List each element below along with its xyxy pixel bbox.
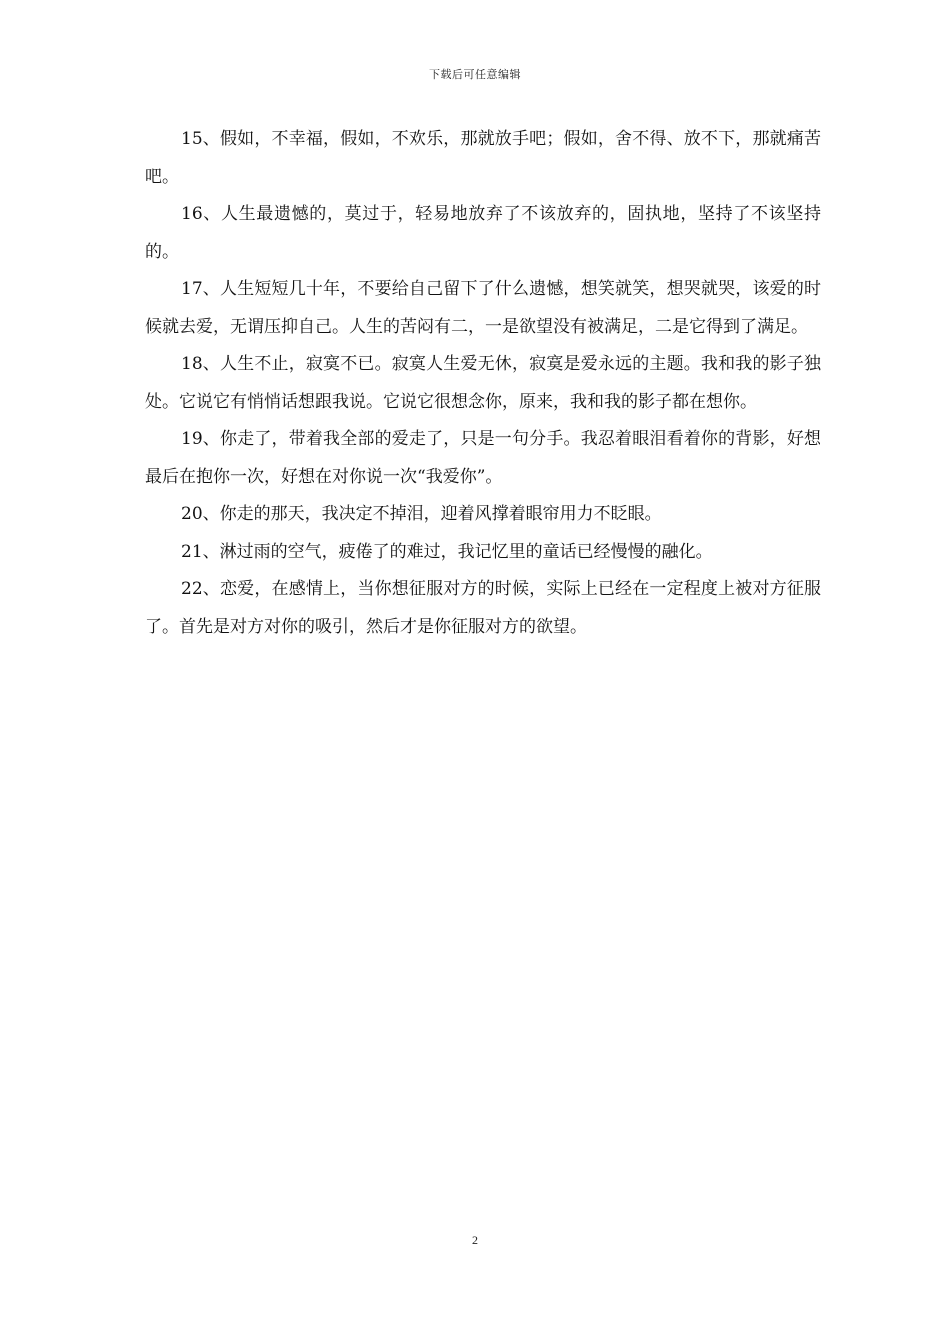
paragraph-15: 15、假如，不幸福，假如，不欢乐，那就放手吧；假如，舍不得、放不下，那就痛苦吧。 bbox=[145, 129, 821, 187]
document-body bbox=[145, 121, 821, 646]
page-header: 下载后可任意编辑 bbox=[429, 68, 521, 81]
paragraph-21: 21、淋过雨的空气，疲倦了的难过，我记忆里的童话已经慢慢的融化。 bbox=[181, 541, 713, 562]
paragraph-17: 17、人生短短几十年，不要给自己留下了什么遗憾，想笑就笑，想哭就哭，该爱的时候就去爱，无谓压抑自己。人生的苦闷有二，一是欲望没有被满足，二是它得到了满足。 bbox=[145, 279, 821, 337]
paragraph-20: 20、你走的那天，我决定不掉泪，迎着风撑着眼帘用力不眨眼。 bbox=[181, 504, 662, 524]
paragraph-22: 22、恋爱，在感情上，当你想征服对方的时候，实际上已经在一定程度上被对方征服了。首先是对方对你的吸引，然后才是你征服对方的欲望。 bbox=[145, 579, 821, 637]
paragraph-16: 16、人生最遗憾的，莫过于，轻易地放弃了不该放弃的，固执地，坚持了不该坚持的。 bbox=[145, 204, 821, 262]
paragraph-19: 19、你走了，带着我全部的爱走了，只是一句分手。我忍着眼泪看着你的背影，好想最后在抱你一次，好想在对你说一次“我爱你”。 bbox=[145, 429, 821, 487]
paragraph-18: 18、人生不止，寂寞不已。寂寞人生爱无休，寂寞是爱永远的主题。我和我的影子独处。它说它有悄悄话想跟我说。它说它很想念你，原来，我和我的影子都在想你。 bbox=[145, 354, 821, 412]
page-number: 2 bbox=[472, 1233, 478, 1247]
